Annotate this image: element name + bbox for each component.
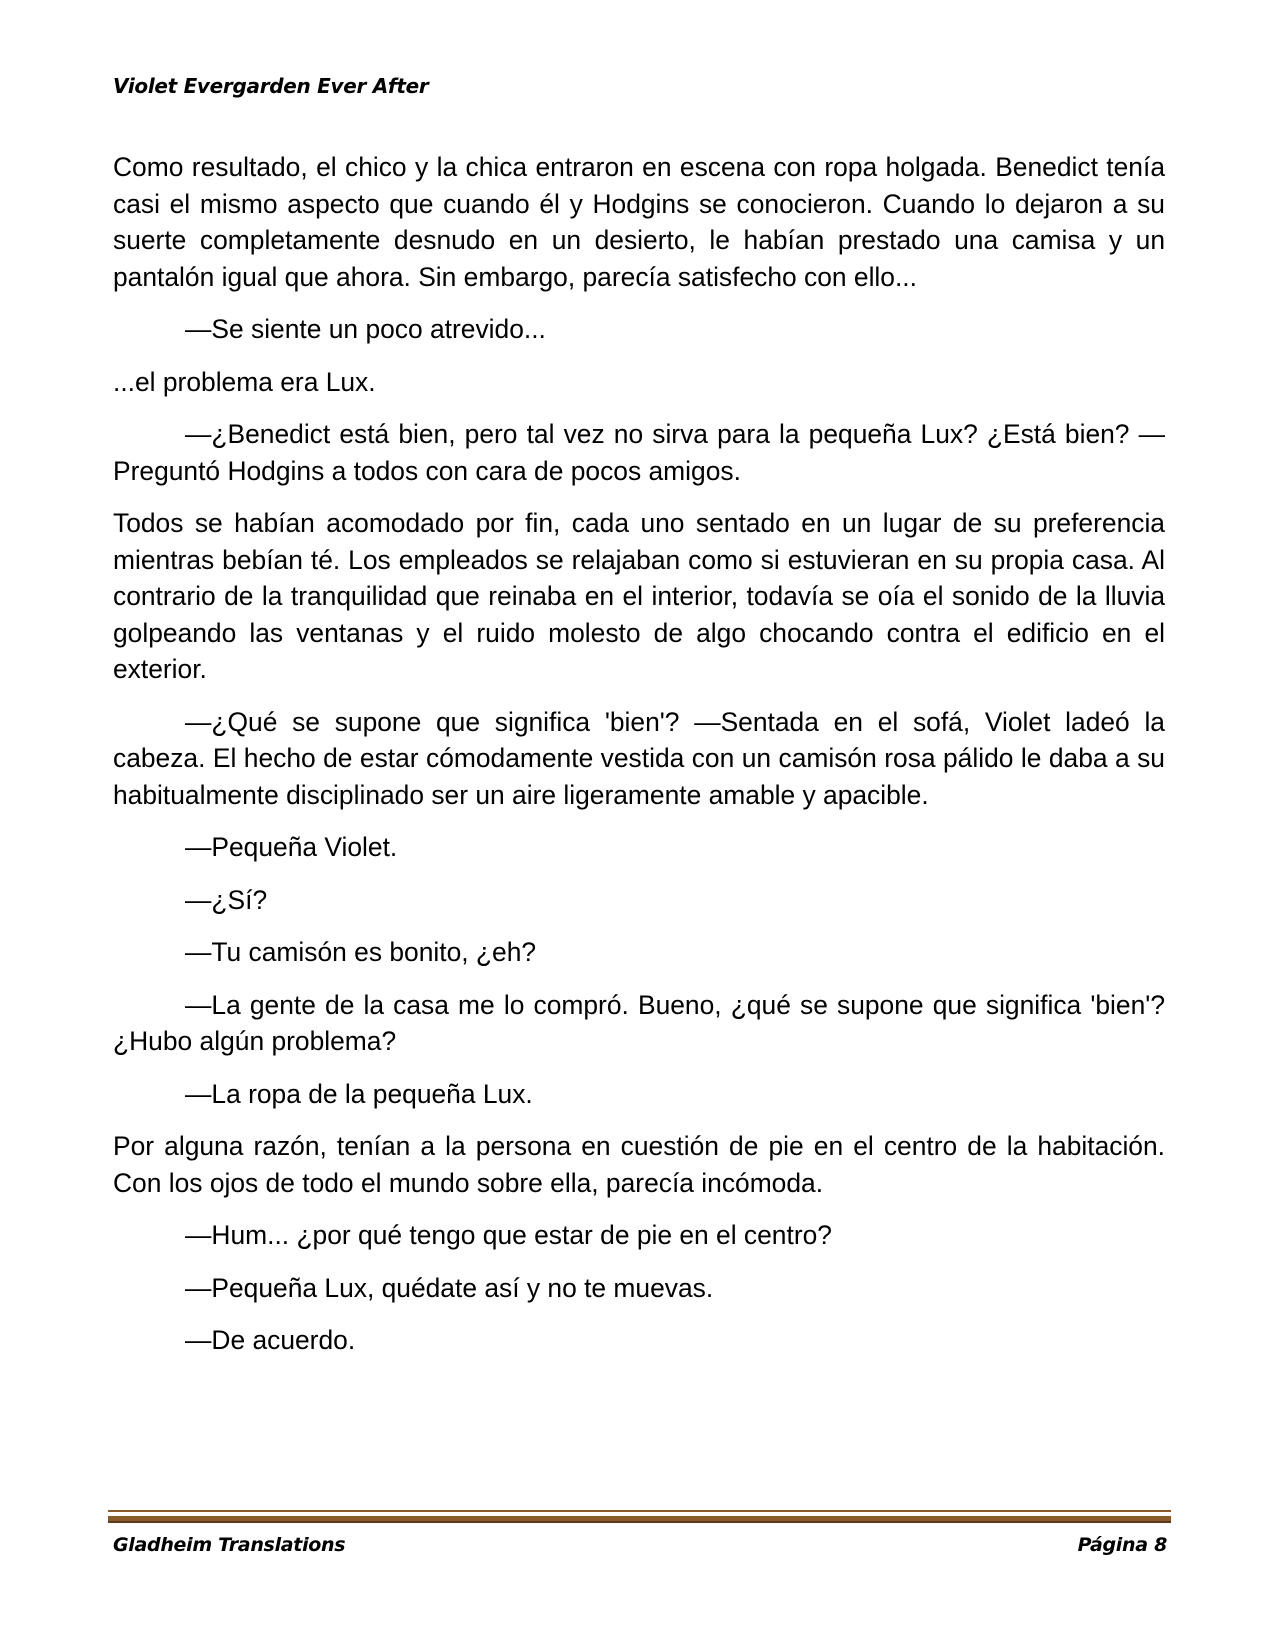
document-body (113, 149, 1165, 1375)
footer-divider-thin (108, 1510, 1171, 1512)
paragraph: ...el problema era Lux. (113, 366, 376, 397)
dialogue-line: —De acuerdo. (185, 1325, 356, 1355)
dialogue-line: —La gente de la casa me lo compró. Bueno, ¿qué se supone que significa 'bien'? ¿Hubo algún problema? (113, 989, 1165, 1056)
dialogue-line: —¿Qué se supone que significa 'bien'? —Sentada en el sofá, Violet ladeó la cabeza. El hecho de estar cómodamente vestida con un camisón rosa pálido le daba a su habitualmente disciplinado ser un aire ligeramente amable y apacible. (113, 706, 1165, 810)
dialogue-line: —Pequeña Violet. (185, 832, 398, 862)
dialogue-line: —¿Sí? (185, 884, 268, 915)
dialogue-line: —¿Benedict está bien, pero tal vez no sirva para la pequeña Lux? ¿Está bien? —Preguntó Hodgins a todos con cara de pocos amigos. (113, 419, 1165, 486)
dialogue-line: —La ropa de la pequeña Lux. (185, 1078, 533, 1109)
paragraph: Por alguna razón, tenían a la persona en cuestión de pie en el centro de la habitación. Con los ojos de todo el mundo sobre ella, parecía incómoda. (113, 1131, 1165, 1198)
paragraph: Todos se habían acomodado por fin, cada uno sentado en un lugar de su preferencia mientras bebían té. Los empleados se relajaban como si estuvieran en su propia casa. Al contrario de la tranquilidad que reinaba en el interior, todavía se oía el sonido de la lluvia golpeando las ventanas y el ruido molesto de algo chocando contra el edificio en el exterior. (113, 508, 1165, 684)
footer-divider (108, 1516, 1171, 1523)
running-header-title: Violet Evergarden Ever After (113, 74, 429, 98)
dialogue-line: —Se siente un poco atrevido... (185, 314, 546, 344)
dialogue-line: —Tu camisón es bonito, ¿eh? (185, 937, 537, 967)
paragraph: Como resultado, el chico y la chica entraron en escena con ropa holgada. Benedict tenía casi el mismo aspecto que cuando él y Hodgins se conocieron. Cuando lo dejaron a su suerte completamente desnudo en un desierto, le habían prestado una camisa y un pantalón igual que ahora. Sin embargo, parecía satisfecho con ello... (113, 152, 1165, 292)
footer-publisher: Gladheim Translations (113, 1534, 346, 1556)
page-number: Página 8 (1077, 1534, 1167, 1556)
dialogue-line: —Pequeña Lux, quédate así y no te muevas. (185, 1272, 714, 1303)
dialogue-line: —Hum... ¿por qué tengo que estar de pie en el centro? (185, 1220, 832, 1250)
